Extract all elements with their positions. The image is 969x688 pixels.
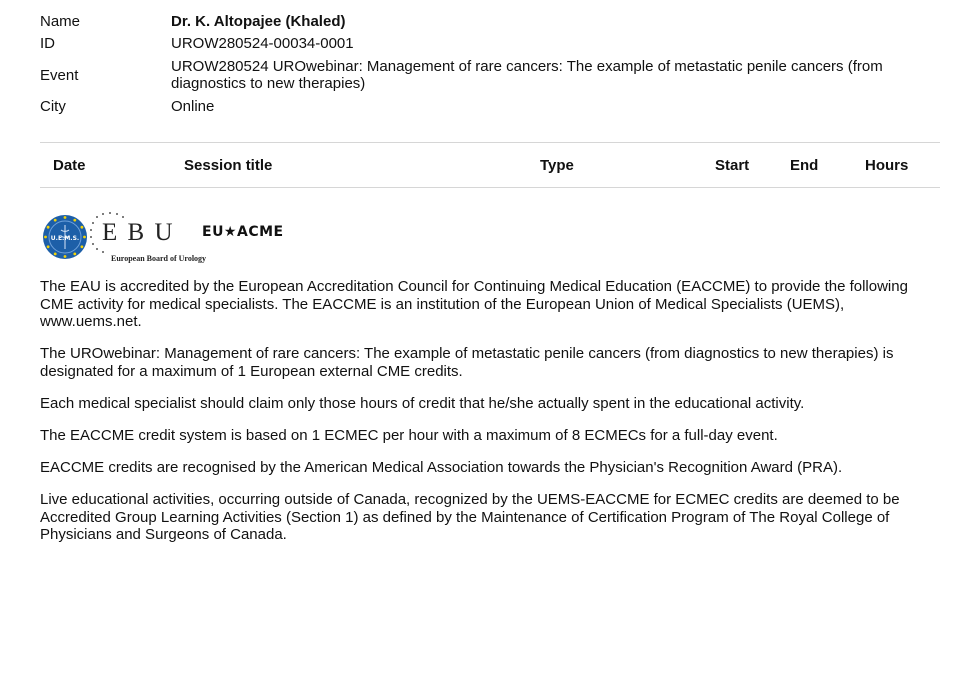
paragraph-ama-recognition: EACCME credits are recognised by the American Medical Association towards the Physician's Recognition Award (PRA). (40, 459, 843, 477)
id-value: UROW280524-00034-0001 (171, 35, 354, 52)
paragraph-claim-hours: Each medical specialist should claim only those hours of credit that he/she actually spent in the educational activity. (40, 394, 805, 412)
paragraph-credit-system: The EACCME credit system is based on 1 ECMEC per hour with a maximum of 8 ECMECs for a full-day event. (40, 427, 778, 445)
header-start: Start (715, 157, 750, 174)
city-value: Online (171, 97, 215, 115)
city-label: City (40, 97, 66, 115)
ebu-caption: European Board of Urology (111, 254, 207, 263)
header-hours: Hours (865, 157, 909, 174)
accreditation-logos (40, 208, 360, 266)
uems-logo (43, 215, 87, 259)
paragraph-credit-designation: The UROwebinar: Management of rare cancers: The example of metastatic penile cancers (from diagnostics to new therapies) is designated for a maximum of 1 European external CME credits. (40, 345, 894, 380)
accreditation-text (40, 278, 920, 559)
city-row (40, 95, 920, 117)
id-label: ID (40, 35, 55, 52)
participant-info (40, 11, 920, 117)
event-label: Event (40, 66, 79, 84)
event-value: UROW280524 UROwebinar: Management of rare cancers: The example of metastatic penile cancers (from diagnostics to new therapies) (171, 58, 883, 92)
name-row (40, 11, 920, 32)
id-row (40, 32, 920, 55)
header-end: End (790, 157, 819, 174)
ebu-letters: E B U (102, 219, 175, 246)
paragraph-canada-recognition: Live educational activities, occurring outside of Canada, recognized by the UEMS-EACCME for ECMEC credits are deemed to be Accredited Group Learning Activities (Section 1) as defined by the Maintenance of Certification Program of The Royal College of Physicians and Surgeons of Canada. (40, 491, 900, 544)
name-value: Dr. K. Altopajee (Khaled) (171, 13, 346, 30)
uems-circle-text: U.E.M.S. (50, 235, 80, 242)
header-session-title: Session title (184, 157, 273, 174)
sessions-table (40, 142, 940, 188)
paragraph-eau-accreditation: The EAU is accredited by the European Accreditation Council for Continuing Medical Education (EACCME) to provide the following CME activity for medical specialists. The EACCME is an institution of the European Union of Medical Specialists (UEMS), www.uems.net. (40, 278, 908, 331)
header-type: Type (540, 157, 574, 174)
event-row (40, 55, 920, 95)
header-date: Date (53, 157, 86, 174)
name-label: Name (40, 13, 81, 30)
logos (40, 208, 360, 266)
eaccme-logo: EU★ACME (202, 224, 284, 240)
